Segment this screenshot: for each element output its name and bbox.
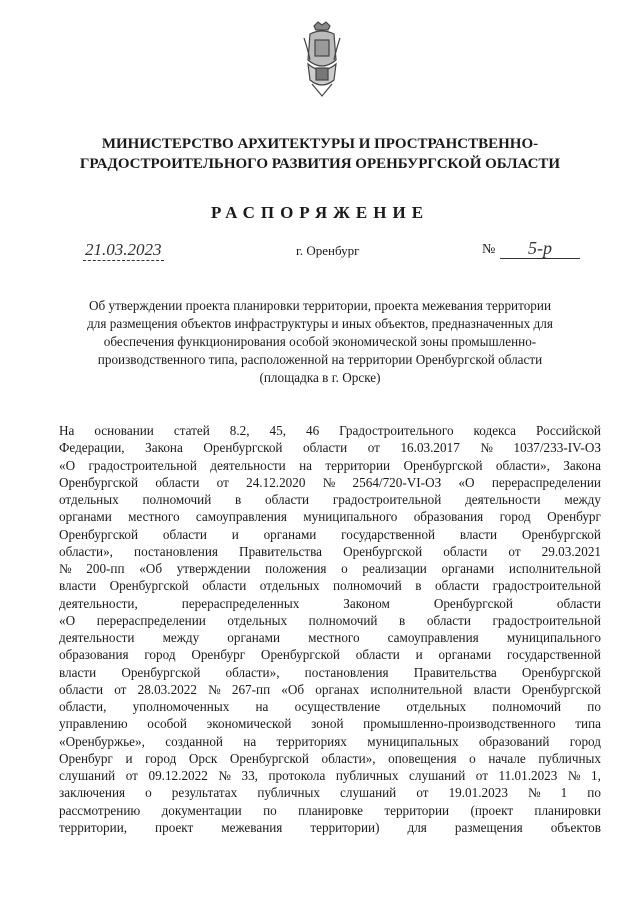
body-word: о — [145, 785, 152, 801]
ministry-line: ГРАДОСТРОИТЕЛЬНОГО РАЗВИТИЯ ОРЕНБУРГСКОЙ ОБЛАСТИ — [79, 156, 561, 172]
body-word: проект — [155, 819, 194, 835]
body-word: полномочий — [332, 578, 402, 594]
body-word: результатах — [171, 785, 238, 801]
body-word: слушаний — [409, 768, 466, 783]
body-word: области — [434, 578, 480, 594]
body-word: Оренбургской — [59, 474, 139, 490]
body-line — [59, 543, 601, 560]
body-word: в — [415, 578, 422, 594]
ministry-line: МИНИСТЕРСТВО АРХИТЕКТУРЫ И ПРОСТРАНСТВЕННО- — [101, 136, 539, 152]
body-word: Оренбургской — [229, 750, 309, 766]
body-word: по — [263, 802, 277, 818]
body-word: территории — [384, 802, 450, 818]
subject-line: Об утверждении проекта планировки территории, проекта межевания территории — [88, 298, 551, 313]
body-word: заключения — [59, 785, 126, 801]
body-word: № — [208, 681, 221, 697]
body-word: от — [508, 543, 521, 559]
body-word: от — [475, 768, 488, 783]
body-line — [59, 526, 601, 543]
body-word: и — [231, 526, 239, 542]
body-word: зоной — [311, 716, 344, 732]
body-word: 28.03.2022 — [137, 681, 197, 697]
body-line — [59, 439, 601, 456]
body-word: Оренбург — [191, 647, 246, 663]
body-word: статей — [173, 423, 210, 438]
body-word: от — [216, 474, 229, 490]
body-word: в — [235, 492, 242, 507]
body-word: протокола — [268, 768, 326, 783]
body-word: № — [527, 785, 541, 801]
body-word: утверждении — [176, 561, 251, 576]
body-word: и — [125, 750, 133, 766]
subject-line: производственного типа, расположенной на территории Оренбургской области — [97, 352, 543, 367]
body-word: образования — [413, 509, 484, 525]
body-word: перераспределении — [491, 474, 601, 490]
body-word: на — [299, 457, 313, 473]
body-word: Закона — [145, 440, 183, 456]
body-word: отдельных — [259, 578, 320, 594]
body-word: Орск — [188, 750, 218, 766]
body-word: управлению — [59, 716, 128, 732]
body-word: градостроительной — [332, 492, 442, 507]
body-word: по — [587, 699, 601, 714]
body-word: 19.01.2023 — [448, 785, 508, 801]
body-word: планировке — [298, 802, 364, 818]
body-word: области», — [59, 543, 113, 559]
document-type: РАСПОРЯЖЕНИЕ — [210, 203, 430, 222]
body-word: слушаний — [340, 785, 397, 801]
body-word: области», — [495, 457, 550, 473]
body-word: органами — [263, 526, 317, 542]
body-word: особой — [147, 716, 187, 732]
body-word: деятельности — [465, 492, 541, 507]
body-word: Оренбург — [59, 750, 113, 766]
body-word: полномочий — [492, 699, 562, 714]
body-line — [59, 457, 601, 474]
body-word: органами — [227, 630, 281, 645]
body-word: области — [426, 612, 471, 628]
body-word: территории, — [59, 819, 128, 835]
body-line — [59, 612, 601, 629]
body-word: от — [125, 768, 138, 783]
body-line — [59, 664, 601, 681]
body-word: между — [564, 492, 601, 507]
body-word: публичных — [538, 750, 601, 766]
body-line — [59, 577, 601, 594]
body-word: полномочий — [142, 492, 212, 507]
body-line — [59, 733, 601, 750]
body-word: области — [556, 595, 601, 611]
body-word: 2564/720-VI-ОЗ — [352, 474, 442, 490]
body-word: перераспределении — [96, 612, 206, 628]
body-word: отдельных — [406, 699, 467, 714]
body-word: 1 — [560, 785, 568, 801]
body-word: муниципального — [303, 509, 398, 525]
body-line — [59, 715, 601, 732]
body-word: Градостроительного — [339, 423, 454, 438]
body-word: области — [265, 492, 310, 507]
body-word: 1, — [591, 768, 601, 783]
body-word: № — [218, 768, 231, 783]
body-line — [59, 508, 601, 525]
body-word: 16.03.2017 — [400, 440, 460, 456]
body-word: кодекса — [473, 423, 517, 438]
body-word: (проект — [470, 802, 514, 818]
body-word: градостроительной — [88, 457, 197, 473]
body-word: 200-пп — [86, 561, 125, 576]
body-word: оповещения — [388, 750, 457, 766]
body-word: отдельных — [227, 612, 288, 628]
body-word: местного — [308, 630, 360, 645]
body-word: исполнительной — [508, 561, 601, 576]
body-word: Оренбургской — [121, 664, 201, 680]
subject-line: (площадка в г. Орске) — [259, 370, 381, 385]
body-word: органами — [59, 509, 112, 525]
body-word: самоуправления — [387, 630, 479, 645]
body-line — [59, 750, 601, 767]
body-word: исполнительной — [370, 681, 463, 697]
body-line — [59, 629, 601, 646]
body-word: 24.12.2020 — [246, 474, 306, 490]
body-word: градостроительной — [492, 578, 601, 594]
body-word: осуществление — [294, 699, 381, 714]
body-word: начале — [488, 750, 526, 766]
body-word: о — [341, 561, 348, 576]
body-word: муниципального — [506, 630, 601, 645]
body-word: Оренбургской — [433, 595, 513, 611]
body-word: для — [407, 819, 427, 835]
body-word: 33, — [241, 768, 258, 783]
body-word: области, — [59, 699, 107, 714]
body-word: области — [355, 647, 400, 663]
body-line — [59, 646, 601, 663]
body-word: «Оренбуржье», — [59, 733, 145, 749]
body-word: власти — [459, 526, 498, 542]
body-word: Правительства — [239, 543, 323, 559]
body-word: о — [469, 750, 476, 766]
document-body — [59, 422, 601, 836]
body-word: постановления — [304, 664, 389, 680]
body-word: полномочий — [308, 612, 378, 628]
body-word: между — [162, 630, 200, 645]
subject-line: обеспечения функционирования особой экономической зоны промышленно- — [103, 334, 537, 349]
document-number: 5-р — [500, 238, 580, 259]
body-word: образований — [478, 733, 550, 749]
body-word: перераспределенных — [181, 595, 300, 611]
body-word: власти — [473, 681, 511, 697]
body-word: «О — [59, 612, 76, 628]
body-word: отдельных — [59, 492, 119, 507]
body-word: Оренбургской — [109, 578, 189, 594]
body-word: слушаний — [59, 768, 116, 783]
body-word: объектов — [550, 819, 601, 835]
body-line — [59, 681, 601, 698]
body-line — [59, 560, 601, 577]
body-word: «Об — [281, 681, 305, 697]
body-word: город — [144, 647, 176, 663]
body-word: № — [322, 474, 336, 490]
body-word: власти — [59, 578, 97, 594]
body-word: области — [59, 681, 104, 697]
body-line — [59, 698, 601, 715]
body-word: Российской — [535, 423, 601, 438]
body-line — [59, 802, 601, 819]
body-word: 11.01.2023 — [498, 768, 558, 783]
body-word: области», — [225, 664, 280, 680]
body-word: Законом — [343, 595, 390, 611]
body-word: 1037/233-IV-ОЗ — [513, 440, 601, 456]
body-word: Федерации, — [59, 440, 125, 456]
body-line — [59, 784, 601, 801]
body-word: в — [399, 612, 406, 628]
body-word: местного — [128, 509, 180, 525]
body-word: рассмотрению — [59, 802, 141, 818]
body-word: территории) — [310, 819, 380, 835]
document-subject — [50, 297, 590, 387]
body-word: № — [59, 561, 72, 576]
body-word: 45, — [269, 423, 287, 438]
coat-of-arms-icon — [300, 20, 344, 100]
body-line — [59, 595, 601, 612]
body-word: области», — [321, 750, 376, 766]
body-word: № — [567, 768, 581, 783]
body-word: области — [303, 440, 348, 456]
body-word: Оренбургской — [260, 647, 340, 663]
body-word: Оренбургской — [521, 526, 601, 542]
body-word: документации — [161, 802, 242, 818]
body-word: по — [587, 785, 601, 801]
body-word: Закона — [563, 457, 601, 473]
body-word: органами — [438, 647, 492, 663]
body-word: постановления — [134, 543, 218, 559]
body-word: Оренбургской — [521, 681, 601, 697]
body-line — [59, 767, 601, 784]
body-word: размещения — [454, 819, 523, 835]
body-word: Оренбургской — [59, 526, 139, 542]
body-word: области — [162, 526, 207, 542]
body-word: образования — [59, 647, 129, 663]
body-word: государственной — [506, 647, 601, 663]
body-word: самоуправления — [195, 509, 287, 525]
body-word: области — [443, 543, 488, 559]
body-word: государственной — [341, 526, 436, 542]
body-word: органах — [315, 681, 360, 697]
body-word: город — [499, 509, 531, 525]
body-word: муниципальных — [367, 733, 459, 749]
ministry-name — [60, 134, 580, 174]
body-word: № — [480, 440, 493, 456]
body-word: области — [202, 578, 247, 594]
body-word: Оренбургской — [343, 543, 423, 559]
body-word: территории — [325, 457, 391, 473]
body-word: экономической — [206, 716, 292, 732]
body-word: положения — [265, 561, 327, 576]
body-word: город — [569, 733, 601, 749]
body-word: Оренбургской — [203, 440, 283, 456]
body-word: органами — [441, 561, 495, 576]
body-word: Оренбургской — [403, 457, 483, 473]
body-word: 09.12.2022 — [148, 768, 208, 783]
body-line — [59, 474, 601, 491]
body-word: деятельности — [210, 457, 286, 473]
body-word: деятельности, — [59, 595, 138, 611]
body-line — [59, 422, 601, 439]
body-word: 267-пп — [231, 681, 271, 697]
body-word: промышленно-производственного — [363, 716, 556, 732]
body-word: публичных — [257, 785, 320, 801]
body-word: город — [145, 750, 177, 766]
body-word: Оренбургской — [521, 664, 601, 680]
document-date: 21.03.2023 — [85, 240, 162, 259]
body-line — [59, 491, 601, 508]
body-word: 46 — [305, 423, 320, 438]
body-word: и — [415, 647, 423, 663]
body-line — [59, 819, 601, 836]
body-word: власти — [59, 664, 97, 680]
body-word: от — [416, 785, 429, 801]
body-word: типа — [575, 716, 601, 732]
body-word: планировки — [534, 802, 601, 818]
number-sign: № — [482, 242, 496, 257]
subject-line: для размещения объектов инфраструктуры и иных объектов, предназначенных для — [87, 316, 553, 331]
body-word: уполномоченных — [132, 699, 230, 714]
body-word: Оренбург — [547, 509, 601, 525]
body-word: деятельности — [59, 630, 135, 645]
body-word: На — [59, 423, 75, 438]
body-word: реализации — [362, 561, 427, 576]
body-word: «О — [458, 474, 475, 490]
body-word: «Об — [139, 561, 163, 576]
body-word: территориях — [276, 733, 347, 749]
body-word: на — [243, 733, 257, 749]
body-word: «О — [59, 457, 76, 473]
body-word: от — [367, 440, 380, 456]
document-city: г. Оренбург — [296, 243, 360, 258]
body-word: публичных — [335, 768, 399, 783]
body-word: 29.03.2021 — [541, 543, 601, 559]
body-word: градостроительной — [492, 612, 601, 628]
body-word: основании — [94, 423, 154, 438]
body-word: межевания — [221, 819, 283, 835]
body-word: Правительства — [413, 664, 497, 680]
body-word: созданной — [165, 733, 223, 749]
body-word: на — [255, 699, 269, 714]
body-word: от — [114, 681, 127, 697]
body-word: 8.2, — [229, 423, 250, 438]
body-word: области — [155, 474, 200, 490]
